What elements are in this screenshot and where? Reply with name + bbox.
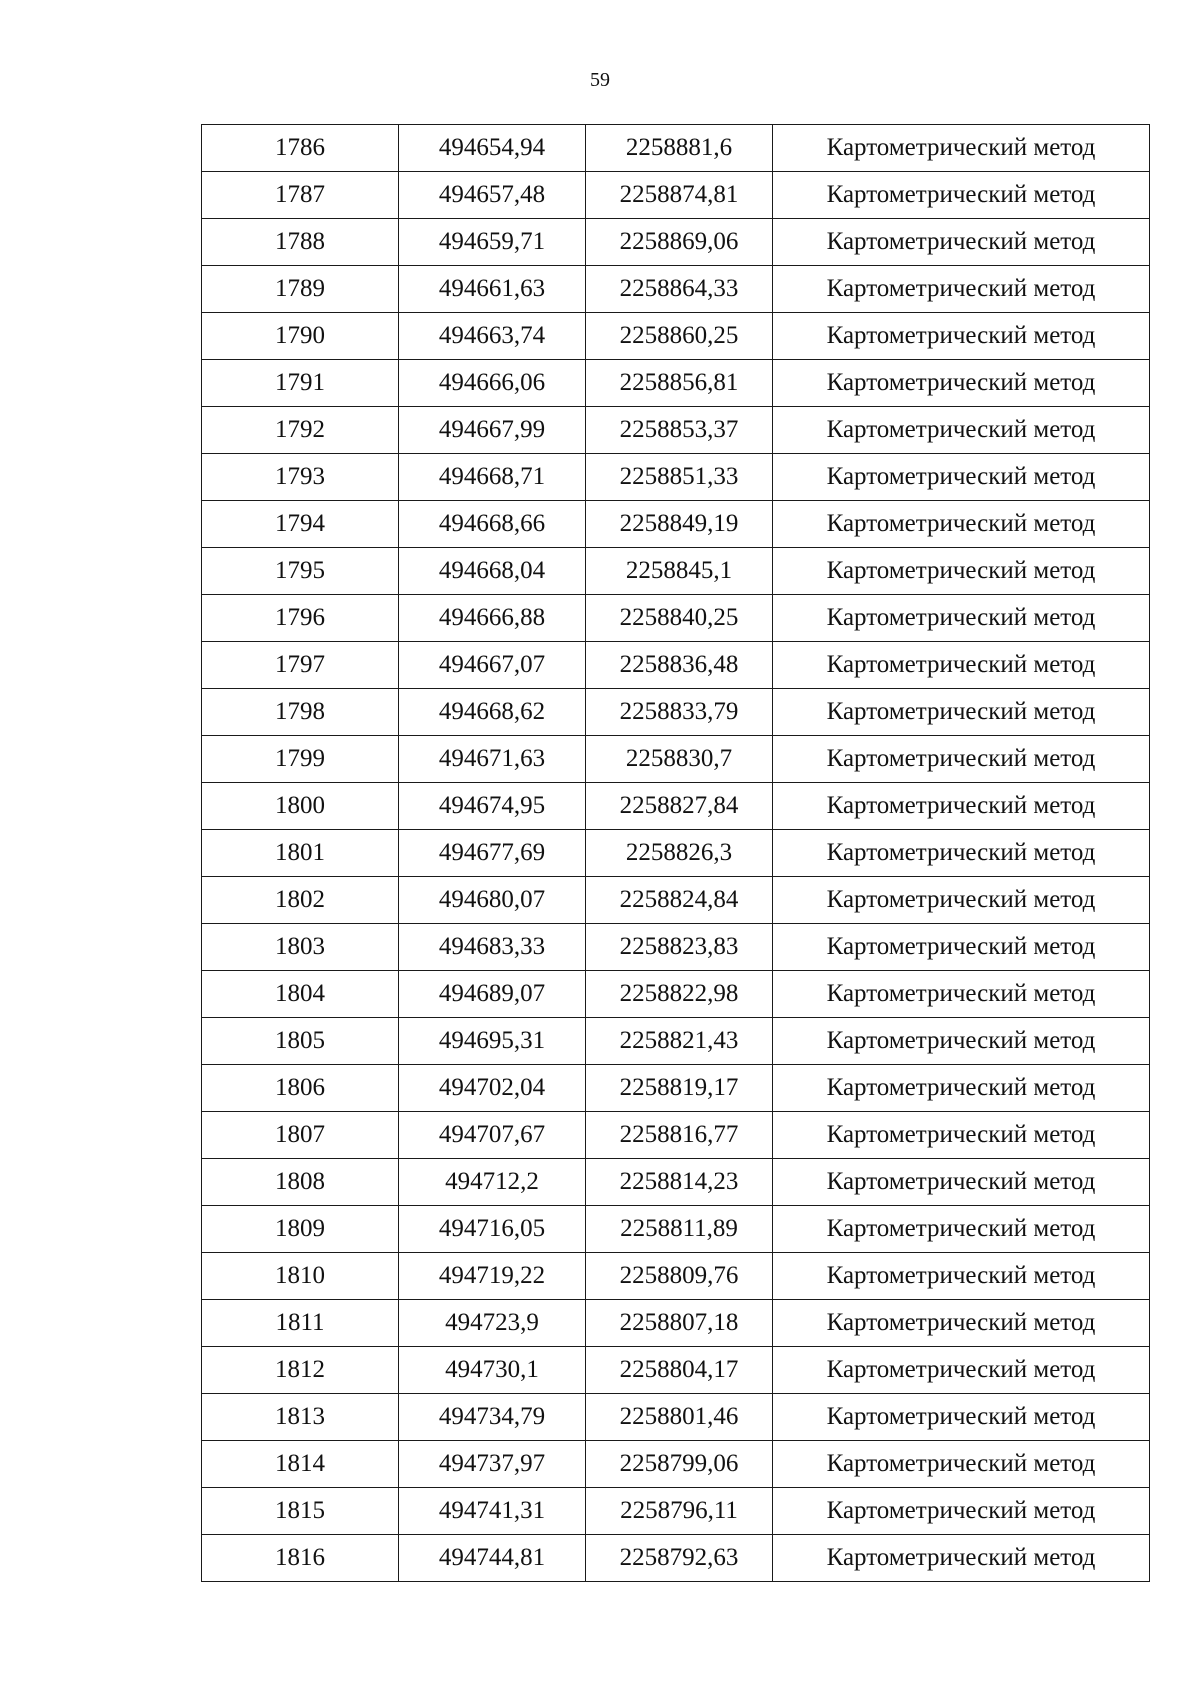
x-coordinate-cell: 494716,05 [399, 1206, 586, 1253]
x-coordinate-cell: 494683,33 [399, 924, 586, 971]
method-cell: Картометрический метод [773, 1065, 1150, 1112]
method-cell: Картометрический метод [773, 1018, 1150, 1065]
table-row [202, 877, 1150, 924]
table-row [202, 1253, 1150, 1300]
y-coordinate-cell: 2258811,89 [586, 1206, 773, 1253]
method-cell: Картометрический метод [773, 783, 1150, 830]
method-cell: Картометрический метод [773, 642, 1150, 689]
x-coordinate-cell: 494671,63 [399, 736, 586, 783]
method-cell: Картометрический метод [773, 501, 1150, 548]
y-coordinate-cell: 2258851,33 [586, 454, 773, 501]
point-number-cell: 1787 [202, 172, 399, 219]
x-coordinate-cell: 494734,79 [399, 1394, 586, 1441]
x-coordinate-cell: 494695,31 [399, 1018, 586, 1065]
table-row [202, 1535, 1150, 1582]
point-number-cell: 1790 [202, 313, 399, 360]
y-coordinate-cell: 2258833,79 [586, 689, 773, 736]
method-cell: Картометрический метод [773, 1300, 1150, 1347]
point-number-cell: 1796 [202, 595, 399, 642]
y-coordinate-cell: 2258792,63 [586, 1535, 773, 1582]
point-number-cell: 1792 [202, 407, 399, 454]
coordinates-table [201, 124, 1150, 1582]
point-number-cell: 1813 [202, 1394, 399, 1441]
method-cell: Картометрический метод [773, 548, 1150, 595]
x-coordinate-cell: 494741,31 [399, 1488, 586, 1535]
x-coordinate-cell: 494657,48 [399, 172, 586, 219]
point-number-cell: 1811 [202, 1300, 399, 1347]
y-coordinate-cell: 2258849,19 [586, 501, 773, 548]
table-row [202, 1488, 1150, 1535]
table-row [202, 595, 1150, 642]
x-coordinate-cell: 494723,9 [399, 1300, 586, 1347]
method-cell: Картометрический метод [773, 1112, 1150, 1159]
x-coordinate-cell: 494674,95 [399, 783, 586, 830]
method-cell: Картометрический метод [773, 454, 1150, 501]
method-cell: Картометрический метод [773, 360, 1150, 407]
x-coordinate-cell: 494680,07 [399, 877, 586, 924]
method-cell: Картометрический метод [773, 689, 1150, 736]
x-coordinate-cell: 494737,97 [399, 1441, 586, 1488]
point-number-cell: 1788 [202, 219, 399, 266]
method-cell: Картометрический метод [773, 1488, 1150, 1535]
x-coordinate-cell: 494668,62 [399, 689, 586, 736]
point-number-cell: 1794 [202, 501, 399, 548]
y-coordinate-cell: 2258809,76 [586, 1253, 773, 1300]
point-number-cell: 1807 [202, 1112, 399, 1159]
x-coordinate-cell: 494719,22 [399, 1253, 586, 1300]
point-number-cell: 1800 [202, 783, 399, 830]
method-cell: Картометрический метод [773, 407, 1150, 454]
table-row [202, 1300, 1150, 1347]
point-number-cell: 1803 [202, 924, 399, 971]
y-coordinate-cell: 2258814,23 [586, 1159, 773, 1206]
x-coordinate-cell: 494689,07 [399, 971, 586, 1018]
table-row [202, 313, 1150, 360]
x-coordinate-cell: 494667,99 [399, 407, 586, 454]
y-coordinate-cell: 2258799,06 [586, 1441, 773, 1488]
y-coordinate-cell: 2258821,43 [586, 1018, 773, 1065]
x-coordinate-cell: 494661,63 [399, 266, 586, 313]
table-row [202, 924, 1150, 971]
x-coordinate-cell: 494654,94 [399, 125, 586, 172]
x-coordinate-cell: 494666,88 [399, 595, 586, 642]
y-coordinate-cell: 2258796,11 [586, 1488, 773, 1535]
y-coordinate-cell: 2258860,25 [586, 313, 773, 360]
method-cell: Картометрический метод [773, 266, 1150, 313]
x-coordinate-cell: 494744,81 [399, 1535, 586, 1582]
y-coordinate-cell: 2258801,46 [586, 1394, 773, 1441]
method-cell: Картометрический метод [773, 830, 1150, 877]
page-number: 59 [590, 69, 610, 91]
table-row [202, 266, 1150, 313]
table-row [202, 1159, 1150, 1206]
table-row [202, 1347, 1150, 1394]
y-coordinate-cell: 2258840,25 [586, 595, 773, 642]
x-coordinate-cell: 494668,66 [399, 501, 586, 548]
y-coordinate-cell: 2258874,81 [586, 172, 773, 219]
table-row [202, 1441, 1150, 1488]
x-coordinate-cell: 494663,74 [399, 313, 586, 360]
method-cell: Картометрический метод [773, 125, 1150, 172]
y-coordinate-cell: 2258853,37 [586, 407, 773, 454]
y-coordinate-cell: 2258823,83 [586, 924, 773, 971]
coordinates-table-body [202, 125, 1150, 1582]
point-number-cell: 1799 [202, 736, 399, 783]
point-number-cell: 1816 [202, 1535, 399, 1582]
y-coordinate-cell: 2258822,98 [586, 971, 773, 1018]
point-number-cell: 1789 [202, 266, 399, 313]
point-number-cell: 1795 [202, 548, 399, 595]
point-number-cell: 1805 [202, 1018, 399, 1065]
table-row [202, 407, 1150, 454]
table-row [202, 783, 1150, 830]
table-row [202, 830, 1150, 877]
point-number-cell: 1797 [202, 642, 399, 689]
y-coordinate-cell: 2258804,17 [586, 1347, 773, 1394]
point-number-cell: 1815 [202, 1488, 399, 1535]
method-cell: Картометрический метод [773, 1159, 1150, 1206]
point-number-cell: 1798 [202, 689, 399, 736]
method-cell: Картометрический метод [773, 1535, 1150, 1582]
table-row [202, 1018, 1150, 1065]
y-coordinate-cell: 2258845,1 [586, 548, 773, 595]
x-coordinate-cell: 494668,04 [399, 548, 586, 595]
point-number-cell: 1802 [202, 877, 399, 924]
point-number-cell: 1809 [202, 1206, 399, 1253]
table-row [202, 219, 1150, 266]
y-coordinate-cell: 2258819,17 [586, 1065, 773, 1112]
point-number-cell: 1791 [202, 360, 399, 407]
table-row [202, 689, 1150, 736]
y-coordinate-cell: 2258869,06 [586, 219, 773, 266]
y-coordinate-cell: 2258824,84 [586, 877, 773, 924]
table-row [202, 1065, 1150, 1112]
y-coordinate-cell: 2258830,7 [586, 736, 773, 783]
table-row [202, 1206, 1150, 1253]
method-cell: Картометрический метод [773, 971, 1150, 1018]
y-coordinate-cell: 2258826,3 [586, 830, 773, 877]
x-coordinate-cell: 494712,2 [399, 1159, 586, 1206]
method-cell: Картометрический метод [773, 1206, 1150, 1253]
point-number-cell: 1808 [202, 1159, 399, 1206]
point-number-cell: 1812 [202, 1347, 399, 1394]
point-number-cell: 1814 [202, 1441, 399, 1488]
method-cell: Картометрический метод [773, 924, 1150, 971]
y-coordinate-cell: 2258827,84 [586, 783, 773, 830]
point-number-cell: 1801 [202, 830, 399, 877]
table-row [202, 501, 1150, 548]
x-coordinate-cell: 494730,1 [399, 1347, 586, 1394]
y-coordinate-cell: 2258807,18 [586, 1300, 773, 1347]
x-coordinate-cell: 494707,67 [399, 1112, 586, 1159]
y-coordinate-cell: 2258864,33 [586, 266, 773, 313]
method-cell: Картометрический метод [773, 219, 1150, 266]
table-row [202, 1394, 1150, 1441]
x-coordinate-cell: 494659,71 [399, 219, 586, 266]
table-row [202, 454, 1150, 501]
method-cell: Картометрический метод [773, 1441, 1150, 1488]
method-cell: Картометрический метод [773, 877, 1150, 924]
y-coordinate-cell: 2258881,6 [586, 125, 773, 172]
method-cell: Картометрический метод [773, 1253, 1150, 1300]
x-coordinate-cell: 494677,69 [399, 830, 586, 877]
table-row [202, 360, 1150, 407]
table-row [202, 971, 1150, 1018]
table-row [202, 172, 1150, 219]
method-cell: Картометрический метод [773, 736, 1150, 783]
point-number-cell: 1806 [202, 1065, 399, 1112]
table-row [202, 736, 1150, 783]
method-cell: Картометрический метод [773, 172, 1150, 219]
table-row [202, 642, 1150, 689]
x-coordinate-cell: 494667,07 [399, 642, 586, 689]
method-cell: Картометрический метод [773, 313, 1150, 360]
y-coordinate-cell: 2258856,81 [586, 360, 773, 407]
point-number-cell: 1793 [202, 454, 399, 501]
point-number-cell: 1810 [202, 1253, 399, 1300]
x-coordinate-cell: 494702,04 [399, 1065, 586, 1112]
table-row [202, 548, 1150, 595]
y-coordinate-cell: 2258816,77 [586, 1112, 773, 1159]
method-cell: Картометрический метод [773, 1347, 1150, 1394]
y-coordinate-cell: 2258836,48 [586, 642, 773, 689]
method-cell: Картометрический метод [773, 595, 1150, 642]
x-coordinate-cell: 494668,71 [399, 454, 586, 501]
method-cell: Картометрический метод [773, 1394, 1150, 1441]
point-number-cell: 1786 [202, 125, 399, 172]
point-number-cell: 1804 [202, 971, 399, 1018]
table-row [202, 125, 1150, 172]
x-coordinate-cell: 494666,06 [399, 360, 586, 407]
table-row [202, 1112, 1150, 1159]
